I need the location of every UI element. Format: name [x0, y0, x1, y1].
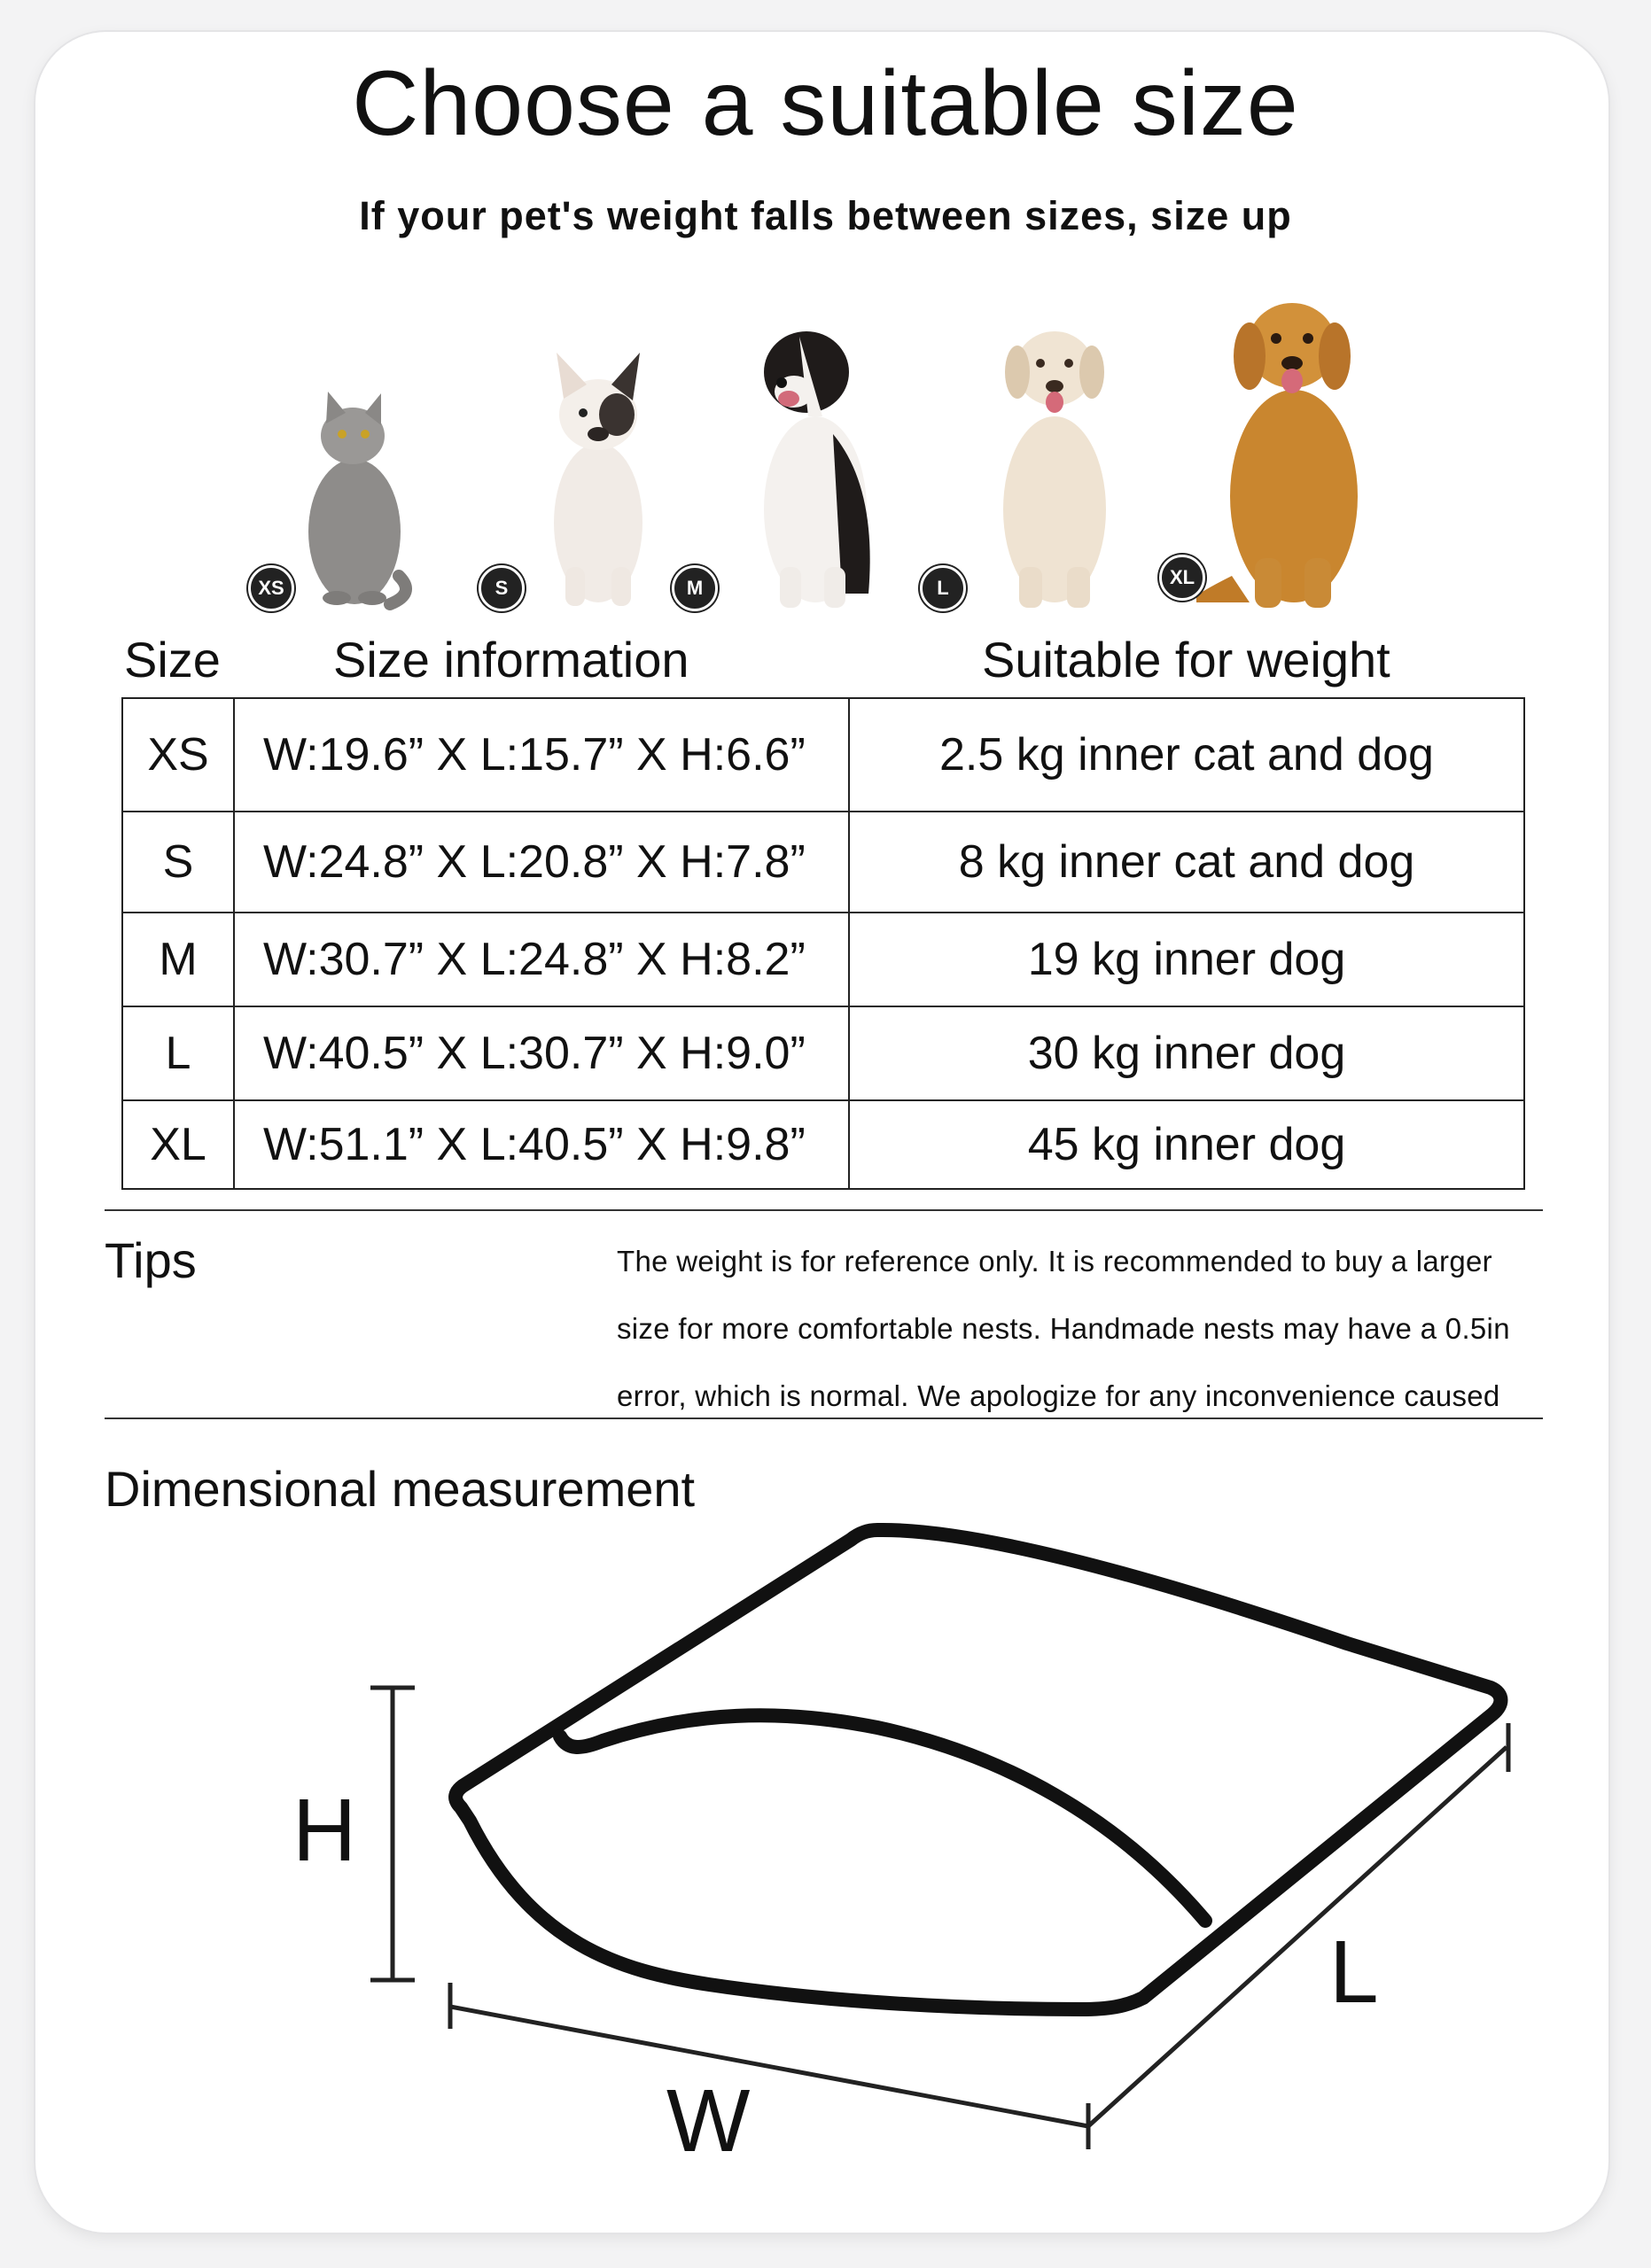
- table-row: [122, 1006, 1524, 1100]
- pet-bed-dimension-diagram: [0, 1488, 1651, 2179]
- size-badge-s: S: [479, 565, 525, 611]
- labrador-icon: [984, 310, 1125, 611]
- border-collie-icon: [744, 310, 886, 611]
- header-size: Size: [124, 632, 221, 687]
- table-row: [122, 812, 1524, 913]
- table-row: [122, 1100, 1524, 1189]
- size-cell: L: [122, 1006, 234, 1100]
- page-subtitle: If your pet's weight falls between sizes, size up: [359, 193, 1292, 238]
- dimensional-measurement-label: Dimensional measurement: [105, 1461, 696, 1517]
- weight-cell: 19 kg inner dog: [849, 913, 1524, 1006]
- table-row: [122, 913, 1524, 1006]
- size-badge-m: M: [672, 565, 718, 611]
- size-info-cell: W:19.6” X L:15.7” X H:6.6”: [234, 698, 849, 812]
- size-info-cell: W:40.5” X L:30.7” X H:9.0”: [234, 1006, 849, 1100]
- weight-cell: 30 kg inner dog: [849, 1006, 1524, 1100]
- height-label: H: [292, 1781, 357, 1880]
- table-row: [122, 698, 1524, 812]
- weight-cell: 8 kg inner cat and dog: [849, 812, 1524, 913]
- tips-line: error, which is normal. We apologize for any inconvenience caused: [617, 1379, 1500, 1412]
- header-suitable-weight: Suitable for weight: [982, 632, 1390, 687]
- golden-retriever-icon: [1196, 284, 1374, 611]
- weight-cell: 2.5 kg inner cat and dog: [849, 698, 1524, 812]
- size-badge-xs: XS: [248, 565, 294, 611]
- divider-top: [105, 1209, 1543, 1211]
- cat-icon: [284, 381, 417, 611]
- size-table: [121, 697, 1525, 1190]
- french-bulldog-icon: [532, 346, 665, 611]
- tips-text: [617, 1228, 1556, 1430]
- pet-size-lineup: [239, 275, 1427, 611]
- width-label: W: [666, 2071, 751, 2171]
- size-info-cell: W:24.8” X L:20.8” X H:7.8”: [234, 812, 849, 913]
- size-cell: M: [122, 913, 234, 1006]
- size-cell: XL: [122, 1100, 234, 1189]
- size-info-cell: W:51.1” X L:40.5” X H:9.8”: [234, 1100, 849, 1189]
- weight-cell: 45 kg inner dog: [849, 1100, 1524, 1189]
- size-cell: S: [122, 812, 234, 913]
- size-badge-xl: XL: [1159, 555, 1205, 601]
- width-line: [450, 2007, 1088, 2126]
- tips-line: The weight is for reference only. It is recommended to buy a larger: [617, 1245, 1492, 1278]
- tips-label: Tips: [105, 1232, 197, 1288]
- size-badge-l: L: [920, 565, 966, 611]
- length-label: L: [1329, 1922, 1379, 2022]
- page-title: Choose a suitable size: [352, 52, 1299, 155]
- divider-bottom: [105, 1418, 1543, 1419]
- size-info-cell: W:30.7” X L:24.8” X H:8.2”: [234, 913, 849, 1006]
- tips-line: size for more comfortable nests. Handmade nests may have a 0.5in: [617, 1312, 1510, 1345]
- size-cell: XS: [122, 698, 234, 812]
- header-size-information: Size information: [333, 632, 689, 687]
